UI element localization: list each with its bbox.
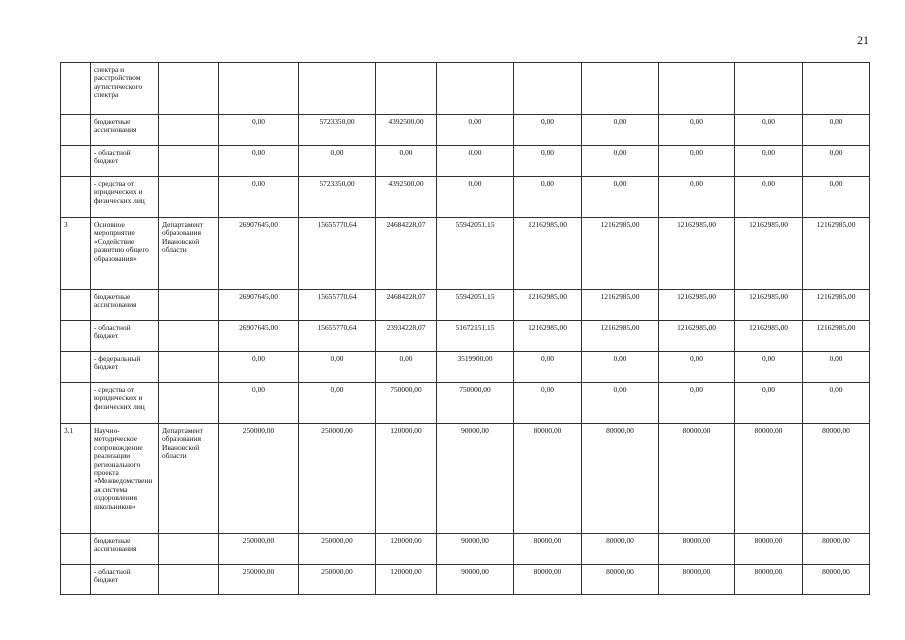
amount-cell: 55942051,15 xyxy=(437,218,514,290)
amount-cell: 0,00 xyxy=(299,383,376,424)
amount-cell: 12162985,00 xyxy=(514,290,582,321)
amount-cell: 80000,00 xyxy=(582,534,659,565)
amount-cell: 80000,00 xyxy=(514,565,582,595)
amount-cell: 80000,00 xyxy=(659,534,735,565)
amount-cell: 0,00 xyxy=(659,383,735,424)
executor-cell xyxy=(159,352,219,383)
amount-cell: 0,00 xyxy=(659,177,735,218)
activity-name-cell: - областной бюджет xyxy=(91,321,159,352)
row-number-cell xyxy=(61,63,91,115)
amount-cell: 0,00 xyxy=(437,177,514,218)
executor-cell: Департамент образования Ивановской области xyxy=(159,218,219,290)
amount-cell: 80000,00 xyxy=(735,424,803,534)
amount-cell: 0,00 xyxy=(514,383,582,424)
amount-cell: 80000,00 xyxy=(803,534,870,565)
amount-cell: 26907645,00 xyxy=(219,290,299,321)
amount-cell: 12162985,00 xyxy=(735,290,803,321)
table-row xyxy=(61,290,870,321)
activity-name-cell: - федеральный бюджет xyxy=(91,352,159,383)
activity-name-cell: - средства от юридических и физических лиц xyxy=(91,383,159,424)
amount-cell: 0,00 xyxy=(659,115,735,146)
amount-cell: 12162985,00 xyxy=(582,321,659,352)
amount-cell: 0,00 xyxy=(735,383,803,424)
executor-cell xyxy=(159,146,219,177)
table-row xyxy=(61,565,870,595)
page-number: 21 xyxy=(857,33,869,47)
executor-cell: Департамент образования Ивановской области xyxy=(159,424,219,534)
amount-cell: 0,00 xyxy=(582,115,659,146)
amount-cell: 80000,00 xyxy=(659,565,735,595)
activity-name-cell: Основное мероприятие «Содействие развитию общего образования» xyxy=(91,218,159,290)
amount-cell: 5723350,00 xyxy=(299,115,376,146)
amount-cell: 0,00 xyxy=(582,352,659,383)
amount-cell: 12162985,00 xyxy=(659,321,735,352)
row-number-cell: 3 xyxy=(61,218,91,290)
executor-cell xyxy=(159,115,219,146)
activity-name-cell: спектра и расстройством аутистического спектра xyxy=(91,63,159,115)
activity-name-cell: - областной бюджет xyxy=(91,146,159,177)
amount-cell: 15655770,64 xyxy=(299,321,376,352)
amount-cell: 0,00 xyxy=(437,146,514,177)
amount-cell: 4392500,00 xyxy=(376,177,437,218)
amount-cell: 80000,00 xyxy=(582,565,659,595)
executor-cell xyxy=(159,565,219,595)
amount-cell: 15655770,64 xyxy=(299,290,376,321)
amount-cell: 0,00 xyxy=(735,177,803,218)
amount-cell: 0,00 xyxy=(219,146,299,177)
amount-cell: 0,00 xyxy=(582,383,659,424)
amount-cell: 0,00 xyxy=(299,352,376,383)
amount-cell: 80000,00 xyxy=(803,565,870,595)
activity-name-cell: - областной бюджет xyxy=(91,565,159,595)
row-number-cell xyxy=(61,177,91,218)
amount-cell: 55942051,15 xyxy=(437,290,514,321)
amount-cell: 26907645,00 xyxy=(219,218,299,290)
table-row xyxy=(61,383,870,424)
row-number-cell xyxy=(61,290,91,321)
amount-cell: 250000,00 xyxy=(299,565,376,595)
amount-cell: 0,00 xyxy=(219,383,299,424)
amount-cell: 250000,00 xyxy=(299,534,376,565)
amount-cell: 80000,00 xyxy=(582,424,659,534)
budget-table xyxy=(60,62,870,595)
table-row xyxy=(61,146,870,177)
activity-name-cell: - средства от юридических и физических лиц xyxy=(91,177,159,218)
amount-cell: 12162985,00 xyxy=(735,321,803,352)
amount-cell: 90000,00 xyxy=(437,534,514,565)
amount-cell: 80000,00 xyxy=(514,534,582,565)
amount-cell: 12162985,00 xyxy=(659,218,735,290)
row-number-cell xyxy=(61,115,91,146)
amount-cell: 12162985,00 xyxy=(582,290,659,321)
amount-cell xyxy=(659,63,735,115)
amount-cell: 12162985,00 xyxy=(803,321,870,352)
amount-cell: 0,00 xyxy=(659,146,735,177)
amount-cell xyxy=(299,63,376,115)
amount-cell: 250000,00 xyxy=(219,534,299,565)
row-number-cell xyxy=(61,383,91,424)
amount-cell: 250000,00 xyxy=(299,424,376,534)
amount-cell: 750000,00 xyxy=(437,383,514,424)
amount-cell: 5723350,00 xyxy=(299,177,376,218)
amount-cell: 90000,00 xyxy=(437,424,514,534)
amount-cell: 12162985,00 xyxy=(659,290,735,321)
amount-cell: 0,00 xyxy=(219,177,299,218)
amount-cell: 80000,00 xyxy=(735,565,803,595)
table-row xyxy=(61,352,870,383)
amount-cell: 0,00 xyxy=(219,115,299,146)
amount-cell: 0,00 xyxy=(514,115,582,146)
executor-cell xyxy=(159,290,219,321)
table-row xyxy=(61,321,870,352)
executor-cell xyxy=(159,534,219,565)
amount-cell: 12162985,00 xyxy=(735,218,803,290)
table-row xyxy=(61,424,870,534)
amount-cell: 120000,00 xyxy=(376,565,437,595)
amount-cell: 26907645,00 xyxy=(219,321,299,352)
amount-cell xyxy=(803,63,870,115)
budget-table-body xyxy=(61,63,870,595)
amount-cell: 12162985,00 xyxy=(803,218,870,290)
amount-cell xyxy=(219,63,299,115)
row-number-cell: 3.1 xyxy=(61,424,91,534)
amount-cell: 12162985,00 xyxy=(803,290,870,321)
amount-cell: 80000,00 xyxy=(735,534,803,565)
row-number-cell xyxy=(61,321,91,352)
amount-cell: 23934228,07 xyxy=(376,321,437,352)
amount-cell: 0,00 xyxy=(582,177,659,218)
amount-cell: 15655770,64 xyxy=(299,218,376,290)
activity-name-cell: бюджетные ассигнования xyxy=(91,115,159,146)
table-row xyxy=(61,218,870,290)
amount-cell xyxy=(582,63,659,115)
amount-cell: 80000,00 xyxy=(659,424,735,534)
amount-cell: 90000,00 xyxy=(437,565,514,595)
activity-name-cell: бюджетные ассигнования xyxy=(91,290,159,321)
amount-cell: 0,00 xyxy=(803,115,870,146)
amount-cell: 0,00 xyxy=(803,383,870,424)
row-number-cell xyxy=(61,565,91,595)
amount-cell xyxy=(514,63,582,115)
amount-cell: 0,00 xyxy=(376,146,437,177)
amount-cell: 80000,00 xyxy=(514,424,582,534)
row-number-cell xyxy=(61,352,91,383)
amount-cell: 0,00 xyxy=(437,115,514,146)
amount-cell: 0,00 xyxy=(514,177,582,218)
activity-name-cell: бюджетные ассигнования xyxy=(91,534,159,565)
table-row xyxy=(61,63,870,115)
table-row xyxy=(61,115,870,146)
amount-cell: 0,00 xyxy=(376,352,437,383)
executor-cell xyxy=(159,63,219,115)
amount-cell: 0,00 xyxy=(735,146,803,177)
amount-cell: 0,00 xyxy=(803,146,870,177)
amount-cell xyxy=(437,63,514,115)
amount-cell: 250000,00 xyxy=(219,424,299,534)
amount-cell: 0,00 xyxy=(803,177,870,218)
executor-cell xyxy=(159,177,219,218)
amount-cell: 12162985,00 xyxy=(514,218,582,290)
amount-cell: 0,00 xyxy=(803,352,870,383)
amount-cell: 250000,00 xyxy=(219,565,299,595)
amount-cell: 0,00 xyxy=(582,146,659,177)
amount-cell: 24684228,07 xyxy=(376,290,437,321)
amount-cell: 0,00 xyxy=(735,115,803,146)
amount-cell xyxy=(376,63,437,115)
amount-cell xyxy=(735,63,803,115)
table-row xyxy=(61,534,870,565)
amount-cell: 0,00 xyxy=(514,146,582,177)
amount-cell: 3519900,00 xyxy=(437,352,514,383)
executor-cell xyxy=(159,321,219,352)
amount-cell: 0,00 xyxy=(299,146,376,177)
executor-cell xyxy=(159,383,219,424)
table-row xyxy=(61,177,870,218)
amount-cell: 80000,00 xyxy=(803,424,870,534)
activity-name-cell: Научно-методическое сопровождение реализации регионального проекта «Межведомственная система оздоровления школьников» xyxy=(91,424,159,534)
amount-cell: 0,00 xyxy=(219,352,299,383)
amount-cell: 51672151,15 xyxy=(437,321,514,352)
amount-cell: 12162985,00 xyxy=(514,321,582,352)
row-number-cell xyxy=(61,146,91,177)
amount-cell: 4392500,00 xyxy=(376,115,437,146)
amount-cell: 750000,00 xyxy=(376,383,437,424)
amount-cell: 24684228,07 xyxy=(376,218,437,290)
amount-cell: 120000,00 xyxy=(376,534,437,565)
amount-cell: 120000,00 xyxy=(376,424,437,534)
amount-cell: 0,00 xyxy=(659,352,735,383)
amount-cell: 12162985,00 xyxy=(582,218,659,290)
row-number-cell xyxy=(61,534,91,565)
amount-cell: 0,00 xyxy=(514,352,582,383)
amount-cell: 0,00 xyxy=(735,352,803,383)
